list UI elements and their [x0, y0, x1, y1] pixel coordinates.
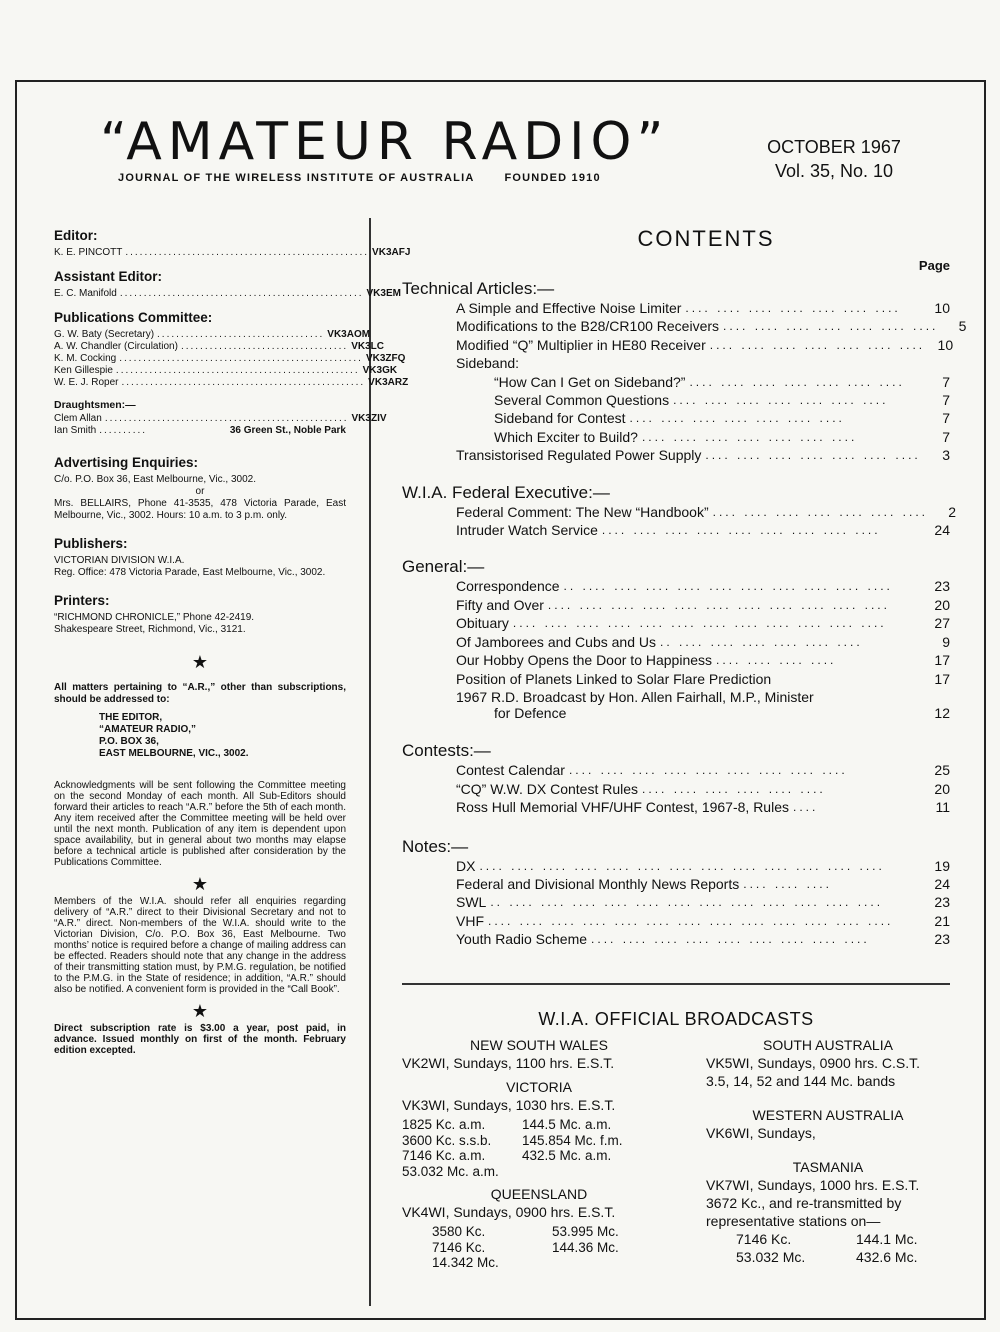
publishers-line: VICTORIAN DIVISION W.I.A. — [54, 555, 185, 566]
staff-name: Ken Gillespie — [54, 365, 113, 376]
entry-page: 20 — [934, 780, 950, 797]
contents-title: CONTENTS — [637, 226, 775, 251]
category-heading: Technical Articles:— — [402, 279, 555, 298]
contents-entry: Our Hobby Opens the Door to Happiness .... .... .... .... 17 — [456, 652, 950, 669]
entry-title: Transistorised Regulated Power Supply — [456, 447, 702, 464]
broadcast-line: VK4WI, Sundays, 0900 hrs. E.S.T. — [402, 1204, 616, 1220]
staff-name: K. M. Cocking — [54, 353, 117, 364]
entry-page: 2 — [948, 503, 956, 520]
frequency: 144.36 Mc. — [552, 1239, 619, 1255]
state-name: NEW SOUTH WALES — [470, 1037, 608, 1053]
advertising-line: Mrs. BELLAIRS, Phone 41-3535, 478 Victoria Parade, East Melbourne, Vic., 3002. Hours: 10 a.m. to 3 p.m. only. — [54, 498, 346, 521]
staff-name: G. W. Baty (Secretary) — [54, 329, 155, 340]
entry-page: 27 — [934, 615, 950, 632]
contents-entry: Federal Comment: The New “Handbook” .... .... .... .... .... .... .... 2 — [456, 503, 956, 520]
contents-entry: Fifty and Over .... .... .... .... .... .... .... .... .... .... .... 20 — [456, 596, 950, 613]
contents-entry: Of Jamborees and Cubs and Us .. .... .... .... .... .... .... 9 — [456, 633, 950, 650]
editor-heading: Editor: — [54, 228, 98, 243]
entry-title: DX — [456, 857, 476, 874]
frequency: 7146 Kc. a.m. — [402, 1148, 486, 1163]
entry-page: 12 — [934, 705, 950, 722]
broadcast-line: VK7WI, Sundays, 1000 hrs. E.S.T. — [706, 1177, 920, 1193]
draughtsmen-heading: Draughtsmen:— — [54, 399, 136, 411]
staff-call: 36 Green St., Noble Park — [229, 425, 346, 436]
entry-page: 7 — [942, 428, 950, 445]
entry-page: 23 — [934, 931, 950, 948]
broadcast-line: VK5WI, Sundays, 0900 hrs. C.S.T. — [706, 1055, 920, 1071]
staff-row: K. E. PINCOTT ................................................... VK3AFJ — [54, 247, 411, 258]
members-text: Members of the W.I.A. should refer all enquiries regarding delivery of “A.R.” direct to their Divisional Secretary and not to “A.R.” direct. Non-members of the W.I.A. should write to the Victorian Division, C/o. P.O. Box 36, East Melbourne. Two months’ notice is required before a change of mailing address can be effected. Readers should note that any change in the address of their transmitting station must, by P.M.G. regulation, be notified to the P.M.G. in the State of residence; in addition, “A.R.” should also be notified. A convenient form is provided in the “Call Book”. — [54, 896, 346, 995]
contents-entry: Contest Calendar .... .... .... .... .... .... .... .... .... 25 — [456, 762, 950, 779]
entry-page: 11 — [935, 799, 950, 816]
entry-title: “How Can I Get on Sideband?” — [494, 373, 686, 390]
entry-title: Ross Hull Memorial VHF/UHF Contest, 1967-8, Rules — [456, 799, 789, 816]
entry-page: 24 — [934, 875, 950, 892]
founded-year: FOUNDED 1910 — [504, 172, 601, 184]
entry-page: 24 — [934, 522, 950, 539]
state-name: SOUTH AUSTRALIA — [763, 1037, 893, 1053]
broadcast-column-left — [402, 1036, 676, 1271]
staff-call: VK3AFJ — [372, 247, 411, 258]
publishers-heading: Publishers: — [54, 536, 128, 551]
contents-entry: Obituary .... .... .... .... .... .... .... .... .... .... .... .... 27 — [456, 615, 950, 632]
broadcast-columns — [402, 1036, 950, 1271]
state-name: VICTORIA — [506, 1079, 572, 1095]
staff-row: Clem Allan ................................................... VK3ZIV — [54, 413, 387, 424]
staff-row: E. C. Manifold ................................................... VK3EM — [54, 288, 401, 299]
entry-page: 21 — [934, 912, 950, 929]
entry-page: 10 — [937, 336, 954, 353]
entry-title: Of Jamborees and Cubs and Us — [456, 633, 656, 650]
frequency: 3600 Kc. s.s.b. — [402, 1132, 492, 1148]
star-divider: ★ — [191, 652, 209, 672]
contents-entry: Federal and Divisional Monthly News Reports .... .... .... 24 — [456, 875, 950, 892]
frequency: 14.342 Mc. — [432, 1255, 499, 1270]
entry-title: Contest Calendar — [456, 762, 565, 779]
contents-entry: Transistorised Regulated Power Supply .... .... .... .... .... .... .... 3 — [456, 447, 950, 464]
entry-title: VHF — [456, 912, 484, 929]
state-name: QUEENSLAND — [490, 1186, 588, 1202]
entry-page: 7 — [942, 373, 950, 390]
staff-name: K. E. PINCOTT — [54, 247, 123, 258]
entry-page: 17 — [934, 670, 950, 687]
contents-entry: A Simple and Effective Noise Limiter .... .... .... .... .... .... .... 10 — [456, 300, 950, 316]
contents-entry: Sideband for Contest .... .... .... .... .... .... .... 7 — [494, 410, 950, 427]
frequency: 7146 Kc. — [432, 1239, 486, 1255]
entry-title: Sideband: — [456, 355, 520, 372]
publishers-section — [54, 536, 346, 579]
issue-volume: Vol. 35, No. 10 — [774, 161, 894, 181]
entry-page: 3 — [942, 447, 950, 464]
acknowledgments-text: Acknowledgments will be sent following the Committee meeting on the second Monday of each month. All Sub-Editors should forward their articles to reach “A.R.” before the 5th of each month. Any item received after the Committee meeting will be held over until the next month. Publication of any item is dependent upon space availability, but in general about two months may elapse before a technical article is published after consideration by the Publications Committee. — [54, 780, 346, 868]
entry-page: 23 — [934, 578, 950, 595]
committee-section — [54, 310, 409, 389]
assistant-heading: Assistant Editor: — [54, 269, 163, 284]
staff-name: E. C. Manifold — [54, 288, 117, 299]
entry-title: Several Common Questions — [494, 392, 670, 409]
frequency: 53.995 Mc. — [552, 1224, 619, 1239]
issue-info — [766, 135, 902, 183]
frequency: 145.854 Mc. f.m. — [522, 1132, 623, 1148]
address-line: P.O. BOX 36, — [99, 736, 159, 747]
contents-entry: Correspondence .. .... .... .... .... .... .... .... .... .... .... 23 — [456, 578, 950, 595]
entry-page: 10 — [934, 300, 950, 316]
staff-row: K. M. Cocking ................................................... VK3ZFQ — [54, 353, 406, 364]
contents-entry: Youth Radio Scheme .... .... .... .... .... .... .... .... .... 23 — [456, 931, 950, 948]
frequency: 7146 Kc. — [736, 1231, 792, 1247]
broadcast-divider — [402, 983, 950, 985]
printers-line: “RICHMOND CHRONICLE,” Phone 42-2419. — [54, 612, 255, 623]
entry-title: A Simple and Effective Noise Limiter — [456, 300, 682, 316]
entry-title: Federal Comment: The New “Handbook” — [456, 503, 709, 520]
subscription-note — [54, 1023, 346, 1056]
entry-title: Youth Radio Scheme — [456, 931, 588, 948]
staff-row: G. W. Baty (Secretary) ................................... VK3AOM — [54, 329, 371, 340]
entry-title: Modified “Q” Multiplier in HE80 Receiver — [456, 336, 706, 353]
address-line: “AMATEUR RADIO,” — [99, 724, 197, 735]
contents-entry: Modifications to the B28/CR100 Receivers .... .... .... .... .... .... .... 5 — [456, 318, 967, 335]
assistant-editor-section — [54, 269, 401, 300]
entry-title: Which Exciter to Build? — [494, 428, 638, 445]
staff-call: VK3GK — [362, 365, 398, 376]
sideband-label — [402, 354, 950, 372]
staff-call: VK3ZFQ — [365, 353, 406, 364]
frequency — [522, 1164, 642, 1180]
entry-title: Fifty and Over — [456, 596, 544, 613]
broadcasts-title: W.I.A. OFFICIAL BROADCASTS — [538, 1009, 814, 1029]
frequency: 144.5 Mc. a.m. — [522, 1117, 612, 1132]
contents-entry: “How Can I Get on Sideband?” .... .... .... .... .... .... .... 7 — [494, 373, 950, 390]
contents-entry: “CQ” W.W. DX Contest Rules .... .... .... .... .... .... 20 — [456, 780, 950, 797]
subscription-text: Direct subscription rate is $3.00 a year, post paid, in advance. Issued monthly on first of the month. February edition excepted. — [54, 1023, 346, 1056]
address-line: THE EDITOR, — [99, 712, 163, 723]
frequency: 432.5 Mc. a.m. — [522, 1148, 612, 1163]
entry-title: Our Hobby Opens the Door to Happiness — [456, 652, 713, 669]
broadcast-line: 3672 Kc., and re-transmitted by — [706, 1195, 902, 1211]
members-note — [54, 896, 346, 995]
entry-page: 20 — [934, 596, 950, 613]
state-name: TASMANIA — [792, 1159, 864, 1175]
editor-section — [54, 228, 411, 259]
publishers-line: Reg. Office: 478 Victoria Parade, East Melbourne, Vic., 3002. — [54, 567, 326, 578]
entry-title: Sideband for Contest — [494, 410, 626, 427]
staff-call: VK3ZIV — [351, 413, 387, 424]
staff-row: W. E. J. Roper ................................................... VK3ARZ — [54, 377, 409, 388]
contents-entry: SWL .. .... .... .... .... .... .... .... .... .... .... .... .... 23 — [456, 894, 950, 911]
masthead-staff-column — [54, 228, 411, 1066]
contents-entry: Intruder Watch Service .... .... .... .... .... .... .... .... .... 24 — [456, 522, 950, 539]
category-heading: W.I.A. Federal Executive:— — [402, 482, 610, 502]
printers-line: Shakespeare Street, Richmond, Vic., 3121. — [54, 624, 246, 635]
journal-subtitle: JOURNAL OF THE WIRELESS INSTITUTE OF AUSTRALIA — [118, 172, 475, 184]
entry-title: Intruder Watch Service — [456, 522, 598, 539]
page-column-header: Page — [918, 258, 950, 273]
state-name: WESTERN AUSTRALIA — [752, 1107, 904, 1123]
issue-date: OCTOBER 1967 — [767, 137, 901, 157]
broadcast-line: 3.5, 14, 52 and 144 Mc. bands — [706, 1073, 896, 1089]
entry-page: 5 — [958, 318, 967, 335]
broadcast-line: representative stations on— — [706, 1213, 881, 1229]
staff-call: VK3LC — [351, 341, 384, 352]
contents-entry: Modified “Q” Multiplier in HE80 Receiver .... .... .... .... .... .... .... 10 — [456, 336, 954, 353]
committee-heading: Publications Committee: — [54, 310, 213, 325]
entry-title: Modifications to the B28/CR100 Receivers — [456, 318, 720, 335]
contents-entry: Which Exciter to Build? .... .... .... .... .... .... .... 7 — [494, 428, 950, 445]
broadcast-column-right — [676, 1036, 950, 1271]
entry-title: SWL — [456, 894, 487, 911]
star-divider: ★ — [191, 874, 209, 894]
broadcast-line: VK6WI, Sundays, — [706, 1125, 816, 1141]
frequency-grid — [706, 1230, 950, 1266]
staff-row: Ian Smith .......... 36 Green St., Noble Park — [54, 425, 346, 436]
star-divider: ★ — [191, 1001, 209, 1021]
category-heading: Notes:— — [402, 836, 469, 856]
entry-page: 7 — [942, 410, 950, 427]
staff-name: A. W. Chandler (Circulation) — [54, 341, 178, 352]
entry-page: 23 — [934, 894, 950, 911]
entry-page: 17 — [934, 652, 950, 669]
printers-section — [54, 593, 346, 636]
contents-entry: DX .... .... .... .... .... .... .... .... .... .... .... .... .... 19 — [456, 857, 950, 874]
staff-row: Ken Gillespie ................................................... VK3GK — [54, 365, 398, 376]
matters-section — [54, 682, 346, 760]
category-heading: General:— — [402, 557, 485, 577]
contents-entry: VHF .... .... .... .... .... .... .... .... .... .... .... .... .... 21 — [456, 912, 950, 929]
advertising-line: C/o. P.O. Box 36, East Melbourne, Vic., 3002. — [54, 474, 256, 485]
broadcast-line: VK3WI, Sundays, 1030 hrs. E.S.T. — [402, 1097, 616, 1113]
printers-heading: Printers: — [54, 593, 110, 608]
staff-name: Clem Allan — [54, 413, 102, 424]
masthead-title: “AMATEUR RADIO” — [100, 112, 670, 172]
frequency: 53.032 Mc. a.m. — [402, 1163, 499, 1179]
entry-title: Obituary — [456, 615, 509, 632]
staff-call: VK3AOM — [327, 329, 371, 340]
frequency-grid — [402, 1117, 676, 1179]
contents-entry — [402, 688, 950, 706]
staff-name: Ian Smith — [54, 425, 97, 436]
contents-entry: Ross Hull Memorial VHF/UHF Contest, 1967-8, Rules .... 11 — [456, 799, 950, 816]
advertising-section — [54, 455, 346, 522]
frequency: 1825 Kc. a.m. — [402, 1117, 486, 1132]
frequency — [552, 1255, 672, 1271]
staff-call: VK3EM — [366, 288, 401, 299]
frequency: 53.032 Mc. — [736, 1249, 806, 1265]
masthead-subtitle — [118, 172, 601, 184]
entry-title: 1967 R.D. Broadcast by Hon. Allen Fairhall, M.P., Minister — [456, 688, 814, 705]
entry-page: 25 — [934, 762, 950, 779]
contents-entry — [402, 706, 950, 721]
staff-row: A. W. Chandler (Circulation) ................................... VK3LC — [54, 341, 384, 352]
matters-text: All matters pertaining to “A.R.,” other than subscriptions, should be addressed to: — [54, 682, 346, 705]
staff-call: VK3ARZ — [368, 377, 409, 388]
advertising-heading: Advertising Enquiries: — [54, 455, 199, 470]
official-broadcasts — [402, 1010, 950, 1271]
staff-name: W. E. J. Roper — [54, 377, 119, 388]
entry-title: Correspondence — [456, 578, 560, 595]
contents-entry: Several Common Questions .... .... .... .... .... .... .... 7 — [494, 392, 950, 409]
category-heading: Contests:— — [402, 741, 491, 761]
frequency: 3580 Kc. — [432, 1224, 486, 1239]
contents-column — [402, 226, 967, 949]
frequency: 144.1 Mc. — [856, 1231, 918, 1247]
frequency-grid — [402, 1224, 676, 1271]
entry-page: 19 — [934, 857, 950, 874]
entry-title: for Defence — [494, 705, 567, 722]
frequency: 432.6 Mc. — [856, 1249, 918, 1265]
acknowledgments-note — [54, 780, 346, 868]
advertising-or: or — [195, 486, 205, 497]
address-line: EAST MELBOURNE, VIC., 3002. — [99, 748, 249, 759]
entry-title: Position of Planets Linked to Solar Flare Prediction — [456, 670, 772, 687]
entry-title: “CQ” W.W. DX Contest Rules — [456, 780, 639, 797]
editor-address — [54, 712, 346, 760]
entry-page: 7 — [942, 392, 950, 409]
contents-entry — [402, 670, 950, 688]
draughtsmen-section — [54, 399, 387, 437]
broadcast-line: VK2WI, Sundays, 1100 hrs. E.S.T. — [402, 1055, 615, 1071]
entry-title: Federal and Divisional Monthly News Reports — [456, 875, 740, 892]
entry-page: 9 — [942, 633, 950, 650]
